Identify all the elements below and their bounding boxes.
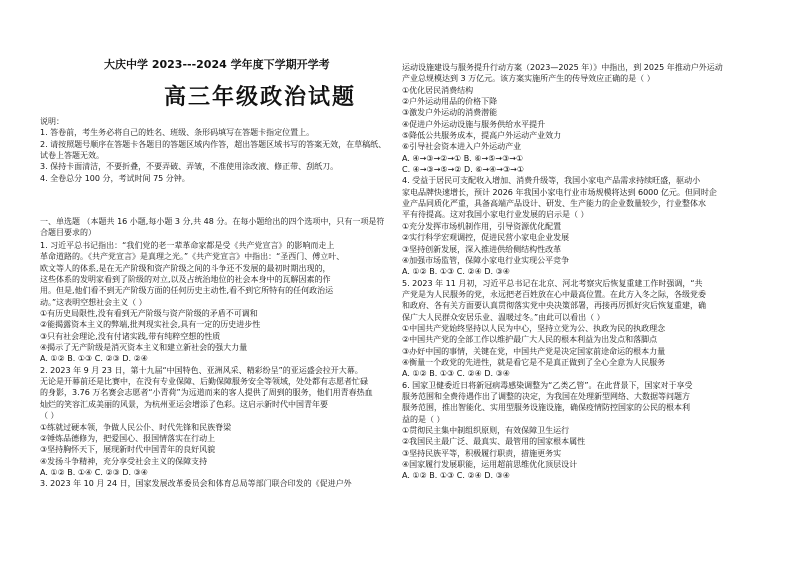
text-line: 这些体系的发明家看到了阶级的对立,以及占统治地位的社会本身中的瓦解因素的作 bbox=[40, 275, 331, 285]
text-line: A. ①② B. ①③ C. ②③ D. ②④ bbox=[40, 354, 148, 364]
question-body-left bbox=[40, 240, 392, 490]
text-line: ④加强市场监管，保障小家电行业实现公平竞争 bbox=[402, 255, 570, 265]
text-line: ①优化居民消费结构 bbox=[402, 85, 474, 95]
text-line: 1. 习近平总书记指出：“我们党的老一辈革命家都是受《共产党宣言》的影响而走上 bbox=[40, 241, 335, 250]
text-line: 5. 2023 年 11 月初，习近平总书记在北京、河北考察灾后恢复重建工作时强调，“共 bbox=[402, 278, 703, 288]
text-line: ⑥引导社会资本进入户外运动产业 bbox=[402, 142, 522, 152]
text-line: ③办好中国的事情，关键在党，中国共产党是决定国家前途命运的根本力量 bbox=[402, 346, 666, 356]
text-line: ④国家履行发展职能，运用超前思维优化顶层设计 bbox=[402, 460, 578, 470]
text-line: ①贯彻民主集中制组织原则，有效保障卫生运行 bbox=[402, 426, 570, 435]
text-line: 产业总规模达到 3 万亿元。该方案实施所产生的传导效应正确的是（ ） bbox=[402, 74, 655, 84]
text-line: ③激发户外运动的消费潜能 bbox=[402, 108, 498, 118]
text-line: ③坚持创新发展，深入推进供给侧结构性改革 bbox=[402, 244, 562, 254]
text-line: 用。但是,他们看不到无产阶级方面的任何历史主动性,看不到它所特有的任何政治运 bbox=[40, 286, 334, 296]
text-line: ③只有社会理论,没有付诸实践,带有纯粹空想的性质 bbox=[40, 331, 221, 341]
text-line: 业产品同质化严重，具备高端产品设计、研发、生产能力的企业数量较少，行业整体水 bbox=[402, 199, 706, 209]
text-line: A. ①② B. ①③ C. ②④ D. ③④ bbox=[402, 267, 510, 277]
text-line: 3. 2023 年 10 月 24 日，国家发展改革委员会和体育总局等部门联合印发的《促进户外 bbox=[40, 479, 352, 489]
text-line: ②中国共产党的全部工作以维护最广大人民的根本利益为出发点和落脚点 bbox=[402, 335, 658, 345]
section-heading-text: 一、单选题 （本题共 16 小题,每小题 3 分,共 48 分。在每小题给出的四个选项中，只有一项是符合题目要求的） bbox=[40, 217, 385, 238]
text-line: ②锤炼品德修为，把爱国心、报国情落实在行动上 bbox=[40, 433, 216, 443]
text-line: ②实行科学宏观调控，促进民营小家电企业发展 bbox=[402, 233, 570, 243]
text-line: ②我国民主最广泛、最真实、最管用的国家根本属性 bbox=[402, 437, 586, 447]
text-line: A. ①② B. ①③ C. ②④ D. ③④ bbox=[402, 369, 510, 379]
text-line: ①充分发挥市场机制作用，引导资源优化配置 bbox=[402, 221, 562, 231]
text-line: 6. 国家卫健委近日将新冠病毒感染调整为“乙类乙管”。在此背景下，国家对于享受 bbox=[402, 380, 693, 390]
text-line: ②能揭露资本主义的弊端,批判现实社会,具有一定的历史进步性 bbox=[40, 320, 261, 330]
text-line: ②户外运动用品的价格下降 bbox=[402, 97, 498, 107]
text-line: （ ） bbox=[40, 411, 59, 421]
instruction-item: 1. 答卷前，考生务必将自己的姓名、班级、条形码填写在答题卡指定位置上。 bbox=[40, 128, 315, 138]
text-line: 平有待提高。这对我国小家电行业发展的启示是（ ） bbox=[402, 210, 589, 220]
text-line: C. ④→③→⑤→② D. ⑥→④→③→① bbox=[402, 165, 525, 175]
text-line: 益的是（ ） bbox=[402, 414, 445, 424]
text-line: 服务范围和全费待遇作出了调整的决定，为我国在处理新型网络、大数据等问题方 bbox=[402, 391, 690, 401]
text-line: 产党是为人民服务的党，永远把老百姓放在心中最高位置。在此方入冬之际，各级党委 bbox=[402, 289, 706, 299]
instructions-heading: 说明： bbox=[40, 117, 64, 126]
text-line: 革命道路的。《共产党宣言》是真理之光。”《共产党宣言》中指出：“圣西门、傅立叶、 bbox=[40, 252, 345, 262]
text-line: 欧文等人的体系,是在无产阶级和资产阶级之间的斗争还不发展的最初时期出现的， bbox=[40, 263, 331, 273]
text-line: 无论是开幕前还是比赛中，在没有专业保障、后勤保障服务安全等领域，处处都有志愿者忙碌 bbox=[40, 377, 368, 387]
text-line: ③坚持胸怀天下，展现新时代中国青年的良好风貌 bbox=[40, 445, 216, 455]
text-line: 运动设施建设与服务提升行动方案（2023—2025 年）》中指出，到 2025 年推动户外运动 bbox=[402, 63, 723, 72]
instruction-item: 4. 全卷总分 100 分，考试时间 75 分钟。 bbox=[40, 173, 190, 183]
left-column bbox=[40, 0, 392, 561]
text-line: 动。”这表明空想社会主义（ ） bbox=[40, 297, 147, 307]
text-line: A. ①② B. ①④ C. ②③ D. ③④ bbox=[40, 467, 148, 477]
text-line: A. ④→③→②→① B. ⑥→⑤→③→① bbox=[402, 153, 524, 163]
school-exam-line: 大庆中学 2023---2024 学年度下学期开学考 bbox=[104, 58, 330, 71]
instructions-block bbox=[40, 116, 392, 184]
instruction-item: 3. 保持卡面清洁，不要折叠，不要弄破、弄皱，不准使用涂改液、修正带、刮纸刀。 bbox=[40, 162, 339, 172]
text-line: ①中国共产党始终坚持以人民为中心，坚持立党为公、执政为民的执政理念 bbox=[402, 323, 666, 333]
text-line: 服务范围，推出智能化、实用型服务设施设施，确保疫情防控国家的公民的根本利 bbox=[402, 403, 690, 413]
exam-title: 高三年级政治试题 bbox=[164, 84, 357, 110]
text-line: ⑤降低公共服务成本，提高户外运动产业效力 bbox=[402, 131, 562, 141]
text-line: 家电品牌快速增长，预计 2026 年我国小家电行业市场规模将达到 6000 亿元。但同时企 bbox=[402, 187, 717, 197]
text-line: 保广大人民群众安居乐业、温暖过冬。”由此可以看出（ ） bbox=[402, 312, 605, 322]
text-line: ④发扬斗争精神，充分享受社会主义的保障支持 bbox=[40, 456, 208, 466]
text-line: 的身影，3.76 万名赛会志愿者“小青荷”为远道而来的客人提供了周到的服务，他们用青春热血 bbox=[40, 388, 373, 398]
question-body-right bbox=[402, 62, 754, 482]
instruction-item: 2. 请按照题号顺序在答题卡各题目的答题区域内作答，超出答题区域书写的答案无效，在草稿纸、试卷上答题无效。 bbox=[40, 139, 387, 161]
text-line: ④揭示了无产阶级是消灭资本主义和建立新社会的强大力量 bbox=[40, 343, 248, 353]
text-line: A. ①② B. ①③ C. ②④ D. ③④ bbox=[402, 471, 510, 481]
section-heading bbox=[40, 216, 392, 239]
text-line: ③坚持民族平等，积极履行职责，措施更务实 bbox=[402, 448, 562, 458]
text-line: 灿烂的笑容汇成美丽的风景，为杭州亚运会增添了色彩。这启示新时代中国青年要 bbox=[40, 399, 328, 409]
text-line: ①有历史局限性,没有看到无产阶级与资产阶级的矛盾不可调和 bbox=[40, 309, 258, 319]
text-line: 2. 2023 年 9 月 23 日，第十九届“中国特色、亚洲风采、精彩纷呈”的亚运盛会拉开大幕。 bbox=[40, 365, 363, 375]
text-line: 和政府、各有关方面要认真贯彻落实党中央决策部署，再接再厉抓好灾后恢复重建，确 bbox=[402, 301, 706, 311]
text-line: ④衡量一个政党的先进性，就是看它是不是真正做到了全心全意为人民服务 bbox=[402, 357, 666, 367]
text-line: 4. 受益于居民可支配收入增加、消费升级等，我国小家电产品需求持续旺盛，驱动小 bbox=[402, 176, 701, 186]
right-column bbox=[402, 0, 754, 561]
text-line: ④促进户外运动设施与服务供给水平提升 bbox=[402, 119, 546, 129]
text-line: ①练就过硬本领，争做人民公仆、时代先锋和民族脊梁 bbox=[40, 422, 232, 432]
